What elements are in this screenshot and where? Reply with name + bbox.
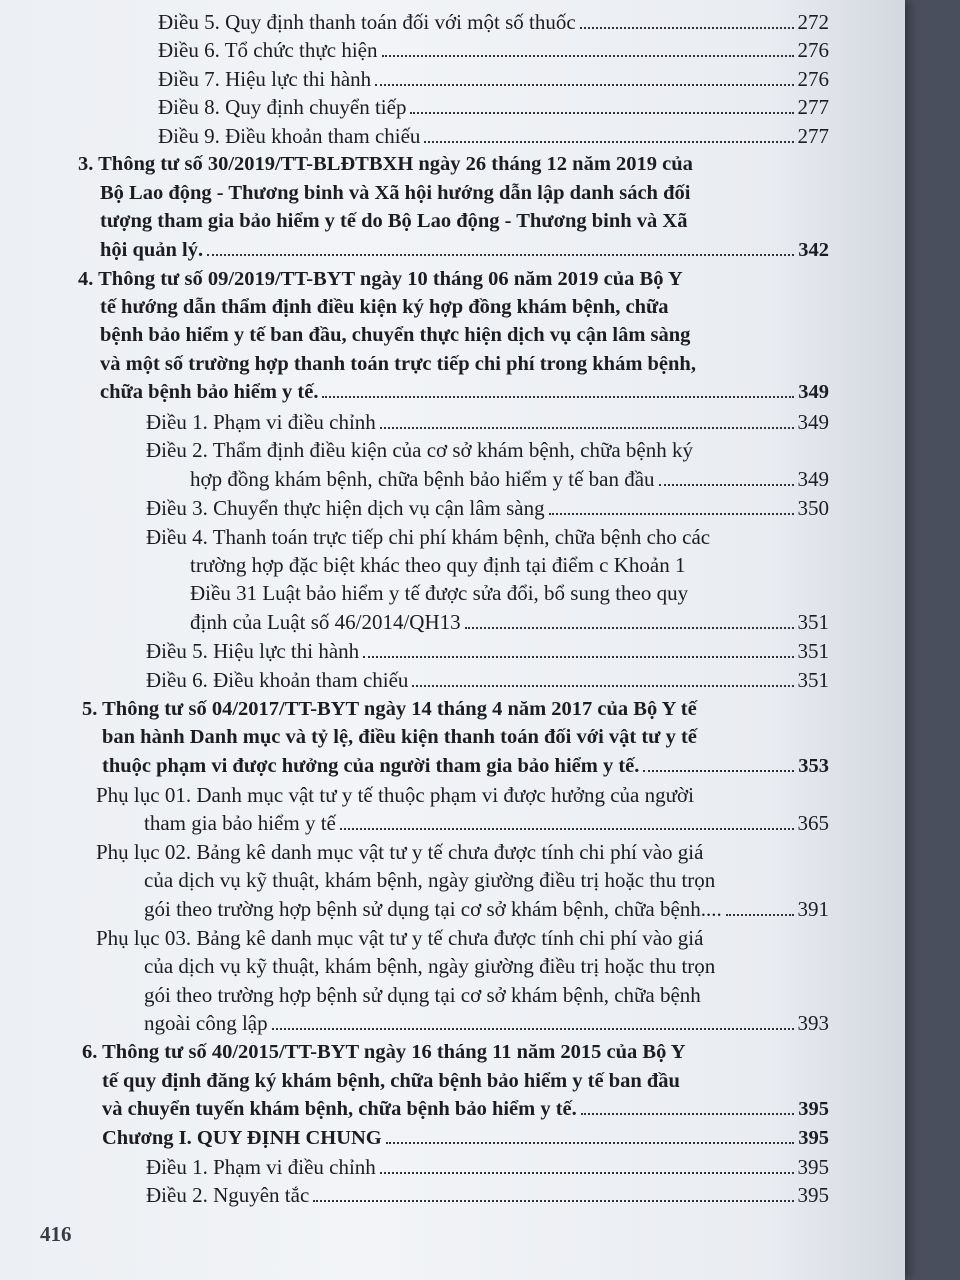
toc-entry — [100, 350, 829, 378]
toc-entry-text: của dịch vụ kỹ thuật, khám bệnh, ngày giường điều trị hoặc thu trọn — [144, 954, 716, 978]
toc-entry — [102, 1095, 829, 1123]
toc-entry — [100, 179, 829, 207]
toc-entry-text: Điều 6. Điều khoản tham chiếu — [146, 668, 409, 692]
toc-entry — [100, 236, 829, 264]
dot-leader — [726, 914, 794, 916]
toc-entry — [96, 838, 829, 866]
toc-entry — [82, 695, 829, 723]
toc-entry — [96, 924, 829, 952]
toc-page-number: 277 — [797, 124, 829, 148]
dot-leader — [207, 254, 794, 256]
dot-leader — [375, 84, 793, 86]
toc-entry-text: Điều 1. Phạm vi điều chỉnh — [146, 410, 376, 434]
toc-entry — [158, 122, 829, 150]
toc-entry-text: 3. Thông tư số 30/2019/TT-BLĐTBXH ngày 26 tháng 12 năm 2019 của — [78, 153, 693, 175]
toc-entry-text: Phụ lục 02. Bảng kê danh mục vật tư y tế chưa được tính chi phí vào giá — [96, 840, 704, 864]
toc-entry — [146, 1181, 829, 1209]
toc-entry — [146, 494, 829, 522]
toc-entry-text: Điều 9. Điều khoản tham chiếu — [158, 124, 421, 148]
dot-leader — [380, 1172, 794, 1174]
toc-entry — [146, 523, 829, 551]
toc-page-number: 351 — [797, 639, 829, 663]
toc-page-number: 349 — [797, 410, 829, 434]
toc-entry-text: ngoài công lập — [144, 1011, 268, 1035]
toc-page-number: 277 — [797, 95, 829, 119]
toc-entry-text: bệnh bảo hiểm y tế ban đầu, chuyển thực hiện dịch vụ cận lâm sàng — [100, 324, 691, 346]
toc-page-number: 353 — [798, 755, 829, 777]
toc-entry — [190, 608, 829, 636]
dot-leader — [643, 770, 794, 772]
toc-entry — [158, 8, 829, 36]
toc-entry-text: thuộc phạm vi được hưởng của người tham gia bảo hiểm y tế. — [102, 755, 640, 777]
toc-entry-text: và một số trường hợp thanh toán trực tiếp chi phí trong khám bệnh, — [100, 353, 696, 375]
toc-entry-text: Điều 4. Thanh toán trực tiếp chi phí khám bệnh, chữa bệnh cho các — [146, 525, 711, 549]
dot-leader — [313, 1200, 793, 1202]
toc-entry — [100, 207, 829, 235]
toc-entry — [102, 1124, 829, 1152]
toc-entry-text: của dịch vụ kỹ thuật, khám bệnh, ngày giường điều trị hoặc thu trọn — [144, 868, 716, 892]
toc-entry — [144, 1009, 829, 1037]
toc-entry — [146, 637, 829, 665]
toc-page-number: 272 — [797, 10, 829, 34]
dot-leader — [380, 427, 794, 429]
toc-entry — [144, 866, 829, 894]
toc-page-number: 395 — [798, 1098, 829, 1120]
toc-entry-text: Chương I. QUY ĐỊNH CHUNG — [102, 1127, 382, 1149]
toc-page-number: 395 — [797, 1183, 829, 1207]
toc-entry — [78, 265, 829, 293]
toc-entry — [146, 666, 829, 694]
toc-page-number: 350 — [797, 496, 829, 520]
toc-entry-text: Điều 8. Quy định chuyển tiếp — [158, 95, 407, 119]
toc-entry-text: Điều 3. Chuyển thực hiện dịch vụ cận lâm sàng — [146, 496, 545, 520]
dot-leader — [340, 828, 794, 830]
toc-entry-text: gói theo trường hợp bệnh sử dụng tại cơ sở khám bệnh, chữa bệnh.... — [144, 897, 722, 921]
dot-leader — [382, 55, 794, 57]
dot-leader — [465, 627, 794, 629]
toc-entry — [102, 752, 829, 780]
toc-entry-text: Điều 1. Phạm vi điều chỉnh — [146, 1155, 376, 1179]
toc-entry-text: Bộ Lao động - Thương binh và Xã hội hướng dẫn lập danh sách đối — [100, 182, 691, 204]
toc-entry — [144, 981, 829, 1009]
page-number: 416 — [40, 1222, 72, 1246]
dot-leader — [659, 484, 794, 486]
toc-entry-text: Phụ lục 01. Danh mục vật tư y tế thuộc phạm vi được hưởng của người — [96, 783, 694, 807]
dot-leader — [322, 396, 794, 398]
toc-entry — [158, 65, 829, 93]
toc-entry-text: hợp đồng khám bệnh, chữa bệnh bảo hiểm y tế ban đầu — [190, 467, 655, 491]
toc-entry-text: Điều 5. Hiệu lực thi hành — [146, 639, 360, 663]
toc-page-number: 349 — [797, 467, 829, 491]
toc-entry-text: 6. Thông tư số 40/2015/TT-BYT ngày 16 tháng 11 năm 2015 của Bộ Y — [82, 1041, 686, 1063]
toc-entry-text: Điều 5. Quy định thanh toán đối với một số thuốc — [158, 10, 576, 34]
toc-page-number: 276 — [797, 67, 829, 91]
dot-leader — [549, 513, 794, 515]
toc-entry — [96, 781, 829, 809]
dot-leader — [272, 1028, 794, 1030]
toc-entry — [102, 723, 829, 751]
toc-entry-text: Điều 6. Tổ chức thực hiện — [158, 38, 378, 62]
toc-entry — [146, 1153, 829, 1181]
toc-entry-text: Điều 2. Nguyên tắc — [146, 1183, 310, 1207]
dot-leader — [581, 1113, 794, 1115]
toc-entry-text: Điều 7. Hiệu lực thi hành — [158, 67, 372, 91]
toc-entry-text: gói theo trường hợp bệnh sử dụng tại cơ sở khám bệnh, chữa bệnh — [144, 983, 701, 1007]
toc-entry-text: 5. Thông tư số 04/2017/TT-BYT ngày 14 tháng 4 năm 2017 của Bộ Y tế — [82, 698, 697, 720]
toc-entry-text: chữa bệnh bảo hiểm y tế. — [100, 381, 319, 403]
toc-page-number: 395 — [797, 1155, 829, 1179]
dot-leader — [363, 656, 793, 658]
toc-entry — [146, 408, 829, 436]
dot-leader — [412, 685, 793, 687]
toc-entry — [158, 36, 829, 64]
dot-leader — [580, 27, 794, 29]
toc-entry — [144, 809, 829, 837]
toc-entry-text: định của Luật số 46/2014/QH13 — [190, 610, 461, 634]
toc-entry — [144, 952, 829, 980]
toc-entry-text: tượng tham gia bảo hiểm y tế do Bộ Lao động - Thương binh và Xã — [100, 210, 688, 232]
dot-leader — [386, 1142, 795, 1144]
toc-entry — [78, 150, 829, 178]
toc-page-number: 365 — [797, 811, 829, 835]
toc-entry — [190, 551, 829, 579]
toc-entry-text: tế hướng dẫn thẩm định điều kiện ký hợp đồng khám bệnh, chữa — [100, 296, 669, 318]
dot-leader — [410, 112, 793, 114]
toc-entry — [82, 1038, 829, 1066]
toc-entry — [144, 895, 829, 923]
toc-entry-text: Điều 31 Luật bảo hiểm y tế được sửa đổi, bổ sung theo quy — [190, 581, 689, 605]
toc-page-number: 395 — [798, 1127, 829, 1149]
toc-entry-text: và chuyển tuyến khám bệnh, chữa bệnh bảo hiểm y tế. — [102, 1098, 577, 1120]
toc-entry-text: Điều 2. Thẩm định điều kiện của cơ sở khám bệnh, chữa bệnh ký — [146, 438, 693, 462]
toc-entry — [190, 579, 829, 607]
toc-entry-text: ban hành Danh mục và tỷ lệ, điều kiện thanh toán đối với vật tư y tế — [102, 726, 697, 748]
toc-entry — [102, 1067, 829, 1095]
toc-page-number: 342 — [798, 239, 829, 261]
toc-entry — [146, 436, 829, 464]
toc-entry-text: hội quản lý. — [100, 239, 204, 261]
toc-entry-text: tế quy định đăng ký khám bệnh, chữa bệnh bảo hiểm y tế ban đầu — [102, 1070, 680, 1092]
toc-entry — [190, 465, 829, 493]
toc-entry — [100, 293, 829, 321]
toc-page-number: 351 — [797, 610, 829, 634]
toc-page-number: 391 — [797, 897, 829, 921]
toc-entry-text: trường hợp đặc biệt khác theo quy định tại điểm c Khoản 1 — [190, 553, 686, 577]
toc-page-number: 349 — [798, 381, 829, 403]
toc-page-number: 276 — [797, 38, 829, 62]
toc-page-number: 351 — [797, 668, 829, 692]
toc-entry — [158, 93, 829, 121]
toc-entry-text: tham gia bảo hiểm y tế — [144, 811, 336, 835]
toc-entry-text: 4. Thông tư số 09/2019/TT-BYT ngày 10 tháng 06 năm 2019 của Bộ Y — [78, 268, 683, 290]
toc-entry-text: Phụ lục 03. Bảng kê danh mục vật tư y tế chưa được tính chi phí vào giá — [96, 926, 704, 950]
toc-entry — [100, 321, 829, 349]
dot-leader — [424, 141, 793, 143]
toc-page-number: 393 — [797, 1011, 829, 1035]
toc-entry — [100, 378, 829, 406]
